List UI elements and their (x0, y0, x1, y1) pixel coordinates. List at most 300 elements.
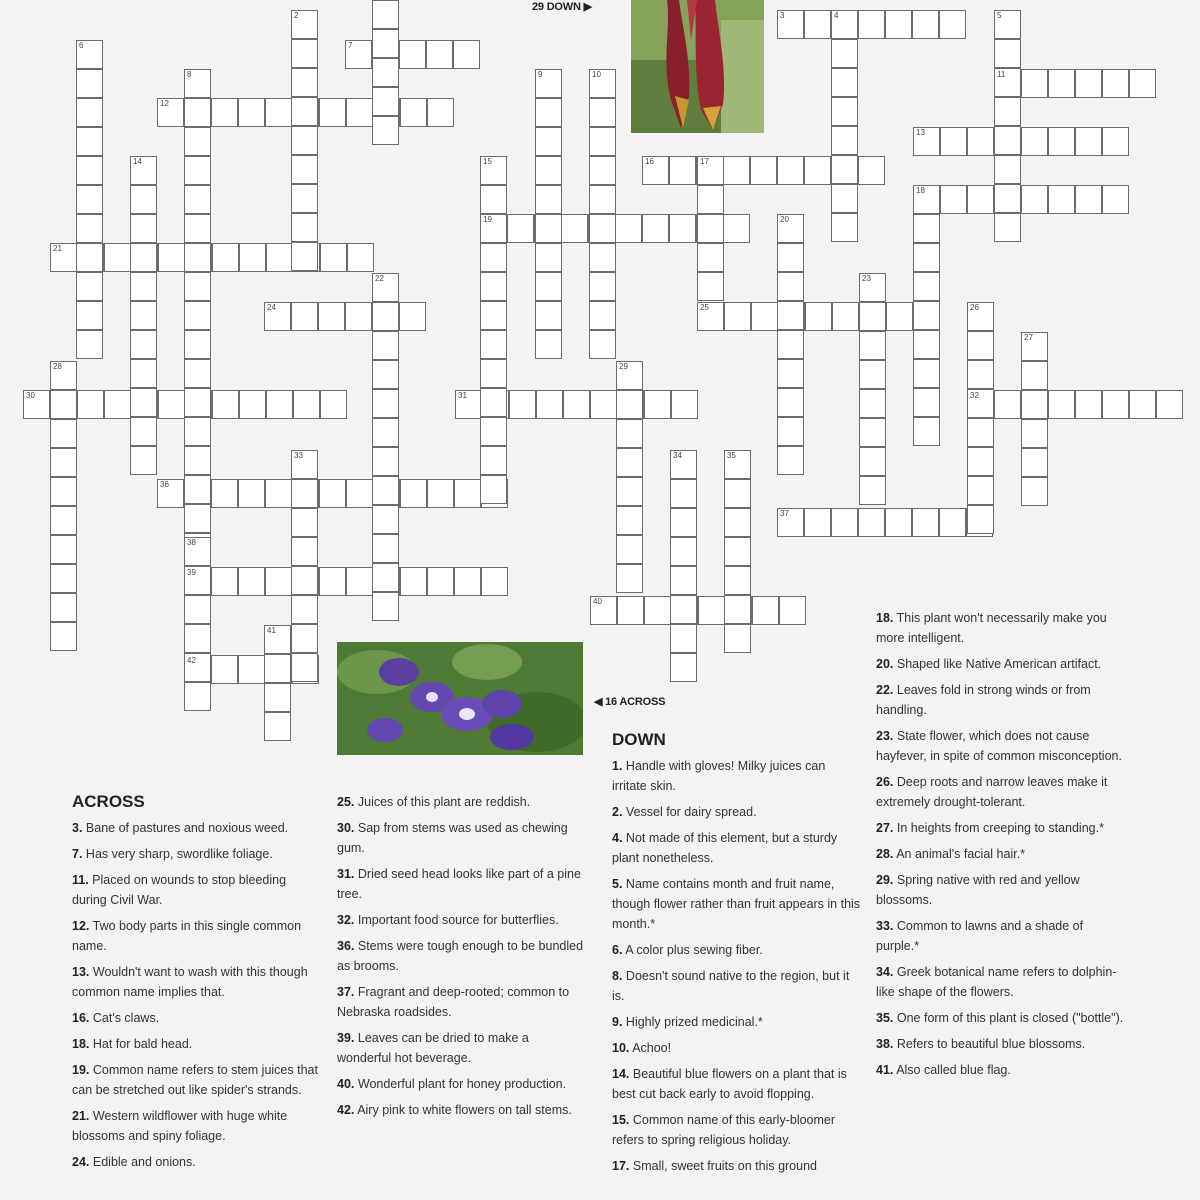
grid-cell[interactable] (858, 156, 885, 185)
grid-cell[interactable] (616, 419, 643, 448)
grid-cell[interactable] (1048, 69, 1075, 98)
grid-cell[interactable] (184, 127, 211, 156)
grid-cell[interactable] (724, 595, 751, 624)
grid-cell[interactable] (184, 301, 211, 330)
grid-cell[interactable] (239, 390, 266, 419)
grid-cell[interactable] (184, 272, 211, 301)
grid-cell[interactable] (724, 566, 751, 595)
grid-cell[interactable] (994, 155, 1021, 184)
grid-cell[interactable] (158, 390, 185, 419)
grid-cell[interactable] (724, 537, 751, 566)
grid-cell[interactable] (967, 127, 994, 156)
grid-cell[interactable] (319, 98, 346, 127)
grid-cell[interactable] (777, 417, 804, 446)
grid-cell[interactable] (426, 40, 453, 69)
grid-cell[interactable] (372, 331, 399, 360)
grid-cell[interactable] (184, 595, 211, 624)
grid-cell[interactable] (50, 506, 77, 535)
grid-cell[interactable] (454, 479, 481, 508)
grid-cell[interactable] (994, 390, 1021, 419)
clue-item: 36. Stems were tough enough to be bundled as brooms. (337, 939, 584, 973)
grid-cell[interactable] (291, 508, 318, 537)
grid-cell[interactable] (831, 213, 858, 242)
grid-cell[interactable] (318, 302, 345, 331)
grid-cell[interactable] (346, 98, 373, 127)
grid-cell[interactable] (211, 98, 238, 127)
grid-cell[interactable] (130, 214, 157, 243)
grid-cell[interactable] (750, 156, 777, 185)
grid-cell[interactable] (967, 476, 994, 505)
grid-cell[interactable] (671, 390, 698, 419)
grid-cell[interactable] (427, 567, 454, 596)
grid-cell[interactable] (644, 390, 671, 419)
grid-cell[interactable] (238, 567, 265, 596)
grid-cell[interactable] (615, 214, 642, 243)
grid-cell[interactable] (291, 566, 318, 595)
grid-cell[interactable] (372, 87, 399, 116)
grid-cell[interactable] (1102, 69, 1129, 98)
grid-cell[interactable] (804, 156, 831, 185)
grid-cell[interactable] (320, 243, 347, 272)
grid-cell[interactable] (211, 567, 238, 596)
grid-cell[interactable] (670, 508, 697, 537)
grid-cell[interactable] (427, 479, 454, 508)
grid-cell[interactable] (777, 301, 804, 330)
grid-cell[interactable] (76, 98, 103, 127)
grid-cell[interactable] (859, 447, 886, 476)
grid-cell[interactable] (994, 213, 1021, 242)
grid-cell[interactable] (669, 214, 696, 243)
grid-cell[interactable] (454, 567, 481, 596)
grid-cell[interactable] (480, 388, 507, 417)
grid-cell[interactable] (777, 156, 804, 185)
grid-cell[interactable] (913, 243, 940, 272)
grid-cell[interactable] (994, 39, 1021, 68)
grid-cell[interactable] (184, 475, 211, 504)
grid-cell[interactable] (723, 156, 750, 185)
grid-cell[interactable] (319, 567, 346, 596)
grid-cell[interactable] (697, 185, 724, 214)
grid-cell[interactable] (372, 563, 399, 592)
grid-cell[interactable] (939, 508, 966, 537)
grid-cell[interactable] (50, 593, 77, 622)
grid-cell[interactable] (372, 360, 399, 389)
grid-cell[interactable] (320, 390, 347, 419)
grid-cell[interactable] (777, 359, 804, 388)
grid-cell[interactable] (372, 0, 399, 29)
grid-cell[interactable] (1021, 185, 1048, 214)
grid-cell[interactable] (535, 272, 562, 301)
grid-cell[interactable] (859, 476, 886, 505)
grid-cell[interactable] (372, 58, 399, 87)
grid-cell[interactable] (1156, 390, 1183, 419)
grid-cell[interactable] (967, 185, 994, 214)
grid-cell[interactable] (76, 301, 103, 330)
grid-cell[interactable] (264, 712, 291, 741)
grid-cell[interactable] (212, 390, 239, 419)
grid-cell[interactable] (1102, 185, 1129, 214)
grid-cell[interactable] (535, 185, 562, 214)
grid-cell[interactable] (50, 622, 77, 651)
grid-cell[interactable] (994, 126, 1021, 155)
grid-cell[interactable] (50, 477, 77, 506)
grid-cell[interactable] (913, 301, 940, 330)
clue-item: 24. Edible and onions. (72, 1155, 196, 1169)
grid-cell[interactable] (238, 655, 265, 684)
grid-cell[interactable] (480, 330, 507, 359)
grid-cell[interactable] (831, 508, 858, 537)
grid-cell[interactable] (831, 39, 858, 68)
grid-cell[interactable] (967, 447, 994, 476)
grid-cell[interactable] (589, 156, 616, 185)
grid-cell[interactable] (536, 390, 563, 419)
grid-cell[interactable] (832, 302, 859, 331)
grid-cell[interactable] (858, 10, 885, 39)
grid-cell[interactable] (1129, 69, 1156, 98)
grid-cell[interactable] (76, 185, 103, 214)
grid-cell[interactable] (831, 184, 858, 213)
grid-cell[interactable] (400, 479, 427, 508)
grid-cell[interactable] (1048, 390, 1075, 419)
grid-cell[interactable] (346, 567, 373, 596)
grid-cell[interactable] (184, 388, 211, 417)
grid-cell[interactable] (130, 417, 157, 446)
clue-item: 19. Common name refers to stem juices that can be stretched out like spider's strands. (72, 1063, 318, 1097)
grid-cell[interactable] (291, 97, 318, 126)
grid-cell[interactable] (372, 29, 399, 58)
grid-cell[interactable] (480, 475, 507, 504)
grid-cell[interactable] (752, 596, 779, 625)
grid-cell[interactable] (481, 567, 508, 596)
grid-cell[interactable] (805, 302, 832, 331)
grid-cell[interactable] (1075, 69, 1102, 98)
grid-cell[interactable] (480, 272, 507, 301)
grid-cell[interactable] (265, 479, 292, 508)
grid-cell[interactable] (291, 213, 318, 242)
grid-cell[interactable] (940, 185, 967, 214)
grid-cell[interactable] (589, 301, 616, 330)
grid-cell[interactable] (50, 564, 77, 593)
grid-cell[interactable] (1021, 390, 1048, 419)
grid-cell[interactable] (372, 447, 399, 476)
grid-cell[interactable] (266, 390, 293, 419)
grid-cell[interactable] (1021, 127, 1048, 156)
grid-cell[interactable] (1075, 390, 1102, 419)
grid-cell[interactable] (291, 595, 318, 624)
grid-cell[interactable] (670, 537, 697, 566)
grid-cell[interactable] (913, 214, 940, 243)
grid-cell[interactable] (697, 214, 724, 243)
clue-number: 38 (187, 538, 196, 547)
grid-cell[interactable] (535, 330, 562, 359)
grid-cell[interactable] (589, 272, 616, 301)
grid-cell[interactable] (291, 68, 318, 97)
grid-cell[interactable] (804, 508, 831, 537)
grid-cell[interactable] (76, 243, 103, 272)
pointer-16-across-label: 16 ACROSS (605, 696, 666, 708)
grid-cell[interactable] (535, 127, 562, 156)
grid-cell[interactable] (400, 567, 427, 596)
grid-cell[interactable] (590, 390, 617, 419)
grid-cell[interactable] (480, 417, 507, 446)
grid-cell[interactable] (291, 155, 318, 184)
grid-cell[interactable] (104, 390, 131, 419)
grid-cell[interactable] (372, 476, 399, 505)
grid-cell[interactable] (670, 653, 697, 682)
grid-cell[interactable] (886, 302, 913, 331)
grid-cell[interactable] (184, 504, 211, 533)
grid-cell[interactable] (939, 10, 966, 39)
grid-cell[interactable] (967, 331, 994, 360)
grid-cell[interactable] (291, 184, 318, 213)
grid-cell[interactable] (1048, 127, 1075, 156)
grid-cell[interactable] (535, 301, 562, 330)
grid-cell[interactable] (777, 330, 804, 359)
grid-cell[interactable] (130, 388, 157, 417)
grid-cell[interactable] (76, 127, 103, 156)
grid-cell[interactable] (617, 596, 644, 625)
grid-cell[interactable] (913, 359, 940, 388)
grid-cell[interactable] (291, 537, 318, 566)
grid-cell[interactable] (291, 242, 318, 271)
grid-cell[interactable] (347, 243, 374, 272)
grid-cell[interactable] (291, 126, 318, 155)
grid-cell[interactable] (859, 360, 886, 389)
grid-cell[interactable] (1021, 448, 1048, 477)
grid-cell[interactable] (1021, 361, 1048, 390)
grid-cell[interactable] (779, 596, 806, 625)
grid-cell[interactable] (184, 243, 211, 272)
grid-cell[interactable] (372, 592, 399, 621)
grid-cell[interactable] (264, 654, 291, 683)
grid-cell[interactable] (291, 624, 318, 653)
grid-cell[interactable] (293, 390, 320, 419)
grid-cell[interactable] (831, 126, 858, 155)
grid-cell[interactable] (264, 683, 291, 712)
grid-cell[interactable] (400, 98, 427, 127)
grid-cell[interactable] (777, 446, 804, 475)
grid-cell[interactable] (372, 418, 399, 447)
grid-cell[interactable] (859, 331, 886, 360)
grid-cell[interactable] (697, 243, 724, 272)
grid-cell[interactable] (184, 214, 211, 243)
grid-cell[interactable] (589, 185, 616, 214)
grid-cell[interactable] (669, 156, 696, 185)
grid-cell[interactable] (777, 243, 804, 272)
grid-cell[interactable] (509, 390, 536, 419)
grid-cell[interactable] (858, 508, 885, 537)
grid-cell[interactable] (535, 243, 562, 272)
grid-cell[interactable] (885, 10, 912, 39)
grid-cell[interactable] (724, 479, 751, 508)
grid-cell[interactable] (184, 185, 211, 214)
grid-cell[interactable] (130, 272, 157, 301)
grid-cell[interactable] (831, 155, 858, 184)
grid-cell[interactable] (885, 508, 912, 537)
grid-cell[interactable] (1075, 185, 1102, 214)
grid-cell[interactable] (372, 389, 399, 418)
grid-cell[interactable] (184, 330, 211, 359)
grid-cell[interactable] (291, 39, 318, 68)
grid-cell[interactable] (804, 10, 831, 39)
grid-cell[interactable] (291, 302, 318, 331)
grid-cell[interactable] (184, 624, 211, 653)
clue-item: 16. Cat's claws. (72, 1011, 160, 1025)
grid-cell[interactable] (616, 448, 643, 477)
grid-cell[interactable] (453, 40, 480, 69)
grid-cell[interactable] (616, 477, 643, 506)
grid-cell[interactable] (831, 68, 858, 97)
grid-cell[interactable] (50, 419, 77, 448)
clue-item: 15. Common name of this early-bloomer refers to spring religious holiday. (612, 1113, 836, 1147)
grid-cell[interactable] (616, 390, 643, 419)
grid-cell[interactable] (399, 302, 426, 331)
grid-cell[interactable] (589, 214, 616, 243)
grid-cell[interactable] (399, 40, 426, 69)
grid-cell[interactable] (130, 330, 157, 359)
grid-cell[interactable] (994, 97, 1021, 126)
grid-cell[interactable] (967, 505, 994, 534)
grid-cell[interactable] (859, 418, 886, 447)
grid-cell[interactable] (211, 655, 238, 684)
grid-cell[interactable] (940, 127, 967, 156)
grid-cell[interactable] (751, 302, 778, 331)
grid-cell[interactable] (480, 185, 507, 214)
grid-cell[interactable] (616, 564, 643, 593)
grid-cell[interactable] (859, 302, 886, 331)
grid-cell[interactable] (130, 301, 157, 330)
grid-cell[interactable] (130, 185, 157, 214)
grid-cell[interactable] (239, 243, 266, 272)
grid-cell[interactable] (427, 98, 454, 127)
grid-cell[interactable] (670, 566, 697, 595)
grid-cell[interactable] (913, 388, 940, 417)
grid-cell[interactable] (1021, 477, 1048, 506)
grid-cell[interactable] (1048, 185, 1075, 214)
grid-cell[interactable] (913, 330, 940, 359)
grid-cell[interactable] (589, 243, 616, 272)
grid-cell[interactable] (158, 243, 185, 272)
grid-cell[interactable] (642, 214, 669, 243)
grid-cell[interactable] (777, 272, 804, 301)
grid-cell[interactable] (372, 534, 399, 563)
grid-cell[interactable] (50, 390, 77, 419)
clue-item: 33. Common to lawns and a shade of purple.* (876, 919, 1084, 953)
grid-cell[interactable] (563, 390, 590, 419)
grid-cell[interactable] (859, 389, 886, 418)
grid-cell[interactable] (1021, 419, 1048, 448)
grid-cell[interactable] (480, 301, 507, 330)
grid-cell[interactable] (372, 505, 399, 534)
grid-cell[interactable] (589, 98, 616, 127)
grid-cell[interactable] (130, 446, 157, 475)
grid-cell[interactable] (480, 359, 507, 388)
grid-cell[interactable] (372, 302, 399, 331)
grid-cell[interactable] (913, 272, 940, 301)
grid-cell[interactable] (372, 116, 399, 145)
grid-cell[interactable] (184, 682, 211, 711)
grid-cell[interactable] (1102, 127, 1129, 156)
grid-cell[interactable] (535, 156, 562, 185)
grid-cell[interactable] (76, 156, 103, 185)
clue-number: 15 (483, 157, 492, 166)
grid-cell[interactable] (266, 243, 293, 272)
grid-cell[interactable] (238, 479, 265, 508)
grid-cell[interactable] (913, 417, 940, 446)
grid-cell[interactable] (670, 479, 697, 508)
grid-cell[interactable] (346, 479, 373, 508)
grid-cell[interactable] (507, 214, 534, 243)
grid-cell[interactable] (1102, 390, 1129, 419)
grid-cell[interactable] (967, 418, 994, 447)
grid-cell[interactable] (670, 595, 697, 624)
grid-cell[interactable] (912, 10, 939, 39)
grid-cell[interactable] (184, 417, 211, 446)
grid-cell[interactable] (967, 360, 994, 389)
grid-cell[interactable] (265, 98, 292, 127)
grid-cell[interactable] (345, 302, 372, 331)
grid-cell[interactable] (184, 446, 211, 475)
grid-cell[interactable] (724, 508, 751, 537)
grid-cell[interactable] (644, 596, 671, 625)
grid-cell[interactable] (184, 359, 211, 388)
grid-cell[interactable] (130, 359, 157, 388)
grid-cell[interactable] (994, 184, 1021, 213)
grid-cell[interactable] (319, 479, 346, 508)
grid-cell[interactable] (1021, 69, 1048, 98)
grid-cell[interactable] (184, 156, 211, 185)
grid-cell[interactable] (616, 506, 643, 535)
clue-item: 34. Greek botanical name refers to dolphin-like shape of the flowers. (876, 965, 1117, 999)
grid-cell[interactable] (211, 479, 238, 508)
grid-cell[interactable] (480, 243, 507, 272)
grid-cell[interactable] (1075, 127, 1102, 156)
grid-cell[interactable] (1129, 390, 1156, 419)
grid-cell[interactable] (723, 214, 750, 243)
grid-cell[interactable] (265, 567, 292, 596)
grid-cell[interactable] (76, 214, 103, 243)
grid-cell[interactable] (698, 596, 725, 625)
grid-cell[interactable] (697, 272, 724, 301)
grid-cell[interactable] (670, 624, 697, 653)
grid-cell[interactable] (76, 272, 103, 301)
grid-cell[interactable] (76, 69, 103, 98)
grid-cell[interactable] (777, 388, 804, 417)
grid-cell[interactable] (589, 127, 616, 156)
grid-cell[interactable] (238, 98, 265, 127)
grid-cell[interactable] (291, 653, 318, 682)
grid-cell[interactable] (561, 214, 588, 243)
grid-cell[interactable] (76, 330, 103, 359)
grid-cell[interactable] (912, 508, 939, 537)
grid-cell[interactable] (77, 390, 104, 419)
grid-cell[interactable] (616, 535, 643, 564)
grid-cell[interactable] (50, 535, 77, 564)
grid-cell[interactable] (724, 624, 751, 653)
grid-cell[interactable] (212, 243, 239, 272)
grid-cell[interactable] (480, 446, 507, 475)
grid-cell[interactable] (104, 243, 131, 272)
grid-cell[interactable] (535, 98, 562, 127)
grid-cell[interactable] (831, 97, 858, 126)
grid-cell[interactable] (589, 330, 616, 359)
grid-cell[interactable] (724, 302, 751, 331)
grid-cell[interactable] (130, 243, 157, 272)
grid-cell[interactable] (291, 479, 318, 508)
grid-cell[interactable] (184, 98, 211, 127)
grid-cell[interactable] (50, 448, 77, 477)
grid-cell[interactable] (535, 214, 562, 243)
